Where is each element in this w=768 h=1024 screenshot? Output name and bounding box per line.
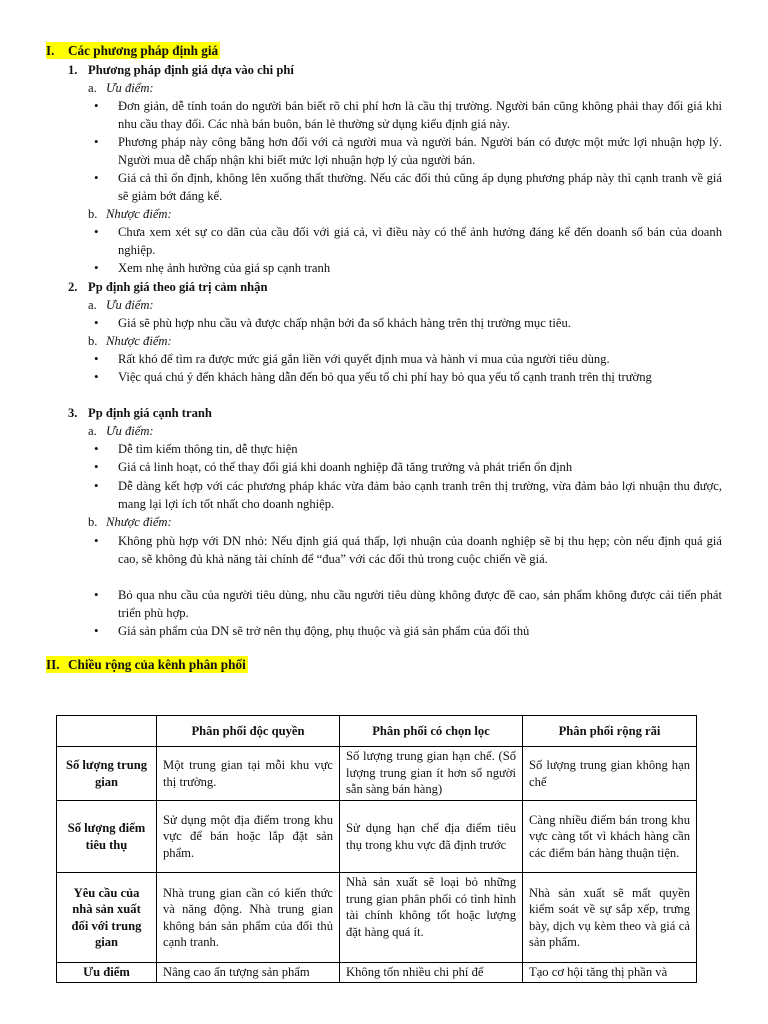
- method-title: Phương pháp định giá dựa vào chi phí: [88, 63, 294, 77]
- bullet-item: • Xem nhẹ ảnh hưởng của giá sp cạnh tranh: [118, 259, 722, 277]
- table-cell: Tạo cơ hội tăng thị phần và: [523, 963, 697, 983]
- method-number: 1.: [68, 63, 78, 77]
- table-cell: Không tốn nhiều chi phí để: [340, 963, 523, 983]
- list-letter: b.: [88, 515, 98, 529]
- method-heading-2: [68, 278, 268, 296]
- row-header: Yêu cầu của nhà sản xuất đối với trung gian: [57, 873, 157, 963]
- table-row: [57, 801, 697, 873]
- list-letter: a.: [88, 81, 97, 95]
- table-cell: Số lượng trung gian hạn chế. (Số lượng trung gian ít hơn số người sẵn sàng bán hàng): [340, 747, 523, 801]
- table-header-cell: Phân phối có chọn lọc: [340, 716, 523, 747]
- distribution-width-table: [56, 715, 697, 983]
- advantages-label: [88, 296, 154, 314]
- table-header-row: [57, 716, 697, 747]
- table-cell: Càng nhiều điểm bán trong khu vực càng tốt vì khách hàng cần các điểm bán hàng thuận tiện.: [523, 801, 697, 873]
- table-cell: Một trung gian tại mỗi khu vực thị trường.: [157, 747, 340, 801]
- advantages-label: [88, 79, 154, 97]
- table-row: [57, 747, 697, 801]
- label-text: Nhược điểm:: [106, 334, 172, 348]
- bullet-item: • Giá sản phẩm của DN sẽ trở nên thụ động, phụ thuộc và giá sản phẩm của đối thủ: [118, 622, 722, 640]
- section-number: II.: [46, 657, 60, 672]
- table-cell: Số lượng trung gian không hạn chế: [523, 747, 697, 801]
- list-letter: a.: [88, 298, 97, 312]
- list-letter: b.: [88, 207, 98, 221]
- bullet-item: • Không phù hợp với DN nhỏ: Nếu định giá quá thấp, lợi nhuận của doanh nghiệp sẽ bị thu hẹp; còn nếu định quá giá cao, sẽ không đủ khả năng tài chính để “đua” với các đối thủ trong cuộc chiến về giá.: [118, 532, 722, 568]
- table-cell: Sử dụng một địa điểm trong khu vực để bán hoặc lắp đặt sản phẩm.: [157, 801, 340, 873]
- section-number: I.: [46, 43, 55, 58]
- section-heading-1: [46, 42, 220, 59]
- section-title: Các phương pháp định giá: [68, 43, 219, 58]
- bullet-item: • Việc quá chú ý đến khách hàng dẫn đến bỏ qua yếu tố chi phí hay bỏ qua yếu tố cạnh tranh trên thị trường: [118, 368, 722, 386]
- row-header: Số lượng trung gian: [57, 747, 157, 801]
- method-title: Pp định giá theo giá trị cảm nhận: [88, 280, 268, 294]
- table-row: [57, 873, 697, 963]
- label-text: Nhược điểm:: [106, 207, 172, 221]
- section-title: Chiều rộng của kênh phân phối: [68, 657, 246, 672]
- table-cell: Nâng cao ấn tượng sản phẩm: [157, 963, 340, 983]
- row-header: Số lượng điểm tiêu thụ: [57, 801, 157, 873]
- bullet-item: • Dễ tìm kiếm thông tin, dễ thực hiện: [118, 440, 722, 458]
- bullet-item: • Đơn giản, dễ tính toán do người bán biết rõ chi phí hơn là cầu thị trường. Người bán cũng không phải thay đổi giá khi nhu cầu thay đổi. Các nhà bán buôn, bán lẻ thường sử dụng kiểu định giá này.: [118, 97, 722, 133]
- disadvantages-label: [88, 205, 172, 223]
- table-cell: Nhà sản xuất sẽ mất quyền kiểm soát về sự sắp xếp, trưng bày, dịch vụ kèm theo và giá cả sản phẩm.: [523, 873, 697, 963]
- table-header-cell: Phân phối rộng rãi: [523, 716, 697, 747]
- bullet-item: • Giá sẽ phù hợp nhu cầu và được chấp nhận bởi đa số khách hàng trên thị trường mục tiêu.: [118, 314, 722, 332]
- table-row: [57, 963, 697, 983]
- table-header-cell: [57, 716, 157, 747]
- table-header-cell: Phân phối độc quyền: [157, 716, 340, 747]
- method-heading-1: [68, 61, 294, 79]
- label-text: Nhược điểm:: [106, 515, 172, 529]
- table-cell: Nhà trung gian cần có kiến thức và năng động. Nhà trung gian không bán sản phẩm của đối thủ cạnh tranh.: [157, 873, 340, 963]
- advantages-label: [88, 422, 154, 440]
- table-cell: Nhà sản xuất sẽ loại bỏ những trung gian phân phối có tình hình tài chính không tốt hoặc lượng đặt hàng quá ít.: [340, 873, 523, 963]
- method-title: Pp định giá cạnh tranh: [88, 406, 212, 420]
- method-heading-3: [68, 404, 212, 422]
- bullet-item: • Rất khó để tìm ra được mức giá gắn liền với quyết định mua và hành vi mua của người tiêu dùng.: [118, 350, 722, 368]
- table-cell: Sử dụng hạn chế địa điểm tiêu thụ trong khu vực đã định trước: [340, 801, 523, 873]
- bullet-item: • Dễ dàng kết hợp với các phương pháp khác vừa đảm bảo cạnh tranh trên thị trường, vừa đảm bảo lợi nhuận thu được, mang lại lợi ích tốt nhất cho doanh nghiệp.: [118, 477, 722, 513]
- disadvantages-label: [88, 513, 172, 531]
- method-number: 3.: [68, 406, 78, 420]
- bullet-item: • Bỏ qua nhu cầu của người tiêu dùng, nhu cầu người tiêu dùng không được đề cao, sản phẩm không được cải tiến phát triển phù hợp.: [118, 586, 722, 622]
- label-text: Ưu điểm:: [106, 298, 154, 312]
- list-letter: b.: [88, 334, 98, 348]
- list-letter: a.: [88, 424, 97, 438]
- disadvantages-label: [88, 332, 172, 350]
- section-heading-2: [46, 656, 248, 673]
- bullet-item: • Phương pháp này công bằng hơn đối với cả người mua và người bán. Người bán có được một mức lợi nhuận hợp lý. Người mua dễ chấp nhận khi biết mức lợi nhuận hợp lý của người bán.: [118, 133, 722, 169]
- bullet-item: • Chưa xem xét sự co dãn của cầu đối với giá cả, vì điều này có thể ảnh hưởng đáng kể đến doanh số bán của doanh nghiệp.: [118, 223, 722, 259]
- row-header: Ưu điểm: [57, 963, 157, 983]
- label-text: Ưu điểm:: [106, 81, 154, 95]
- label-text: Ưu điểm:: [106, 424, 154, 438]
- method-number: 2.: [68, 280, 78, 294]
- bullet-item: • Giá cả thì ổn định, không lên xuống thất thường. Nếu các đối thủ cũng áp dụng phương pháp này thì cạnh tranh về giá sẽ giảm bớt đáng kể.: [118, 169, 722, 205]
- bullet-item: • Giá cả linh hoạt, có thể thay đổi giá khi doanh nghiệp đã tăng trưởng và phát triển ổn định: [118, 458, 722, 476]
